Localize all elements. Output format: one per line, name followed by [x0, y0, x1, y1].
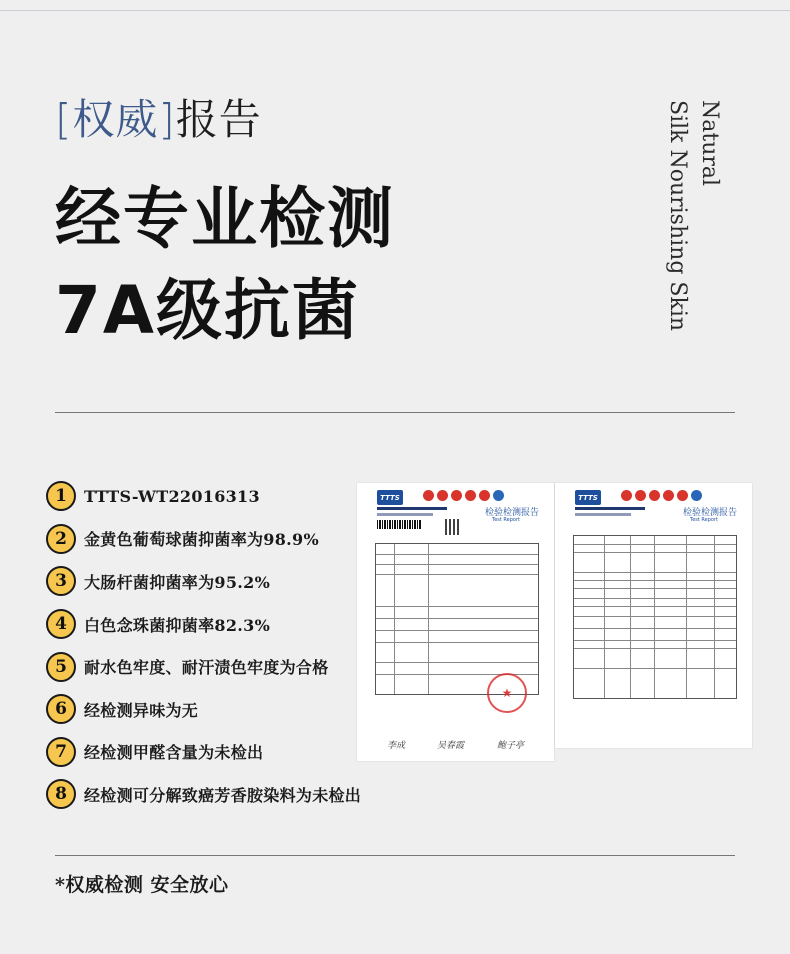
cert-mark-icon [465, 490, 476, 501]
cert-mark-icon [649, 490, 660, 501]
divider-bottom [55, 855, 735, 856]
heading-rest: 报告 [175, 95, 262, 144]
cert-mark-icon [663, 490, 674, 501]
side-slogan [655, 100, 725, 350]
report-table [375, 543, 539, 695]
feature-item [46, 518, 366, 561]
feature-item [46, 731, 366, 774]
cert-mark-icon [493, 490, 504, 501]
number-badge: 1 [46, 481, 76, 511]
ttts-logo: TTTS [377, 490, 403, 505]
feature-item [46, 560, 366, 603]
number-badge: 5 [46, 652, 76, 682]
signature-2: 吴春霞 [437, 741, 465, 751]
feature-list [46, 475, 366, 816]
cert-mark-icon [479, 490, 490, 501]
headline-line-2: 7A级抗菌 [55, 272, 361, 349]
feature-text: 经检测异味为无 [84, 700, 199, 720]
ttts-logo: TTTS [575, 490, 601, 505]
feature-text: 大肠杆菌抑菌率为95.2% [84, 572, 271, 592]
number-badge: 8 [46, 779, 76, 809]
certification-marks [423, 490, 504, 501]
cert-mark-icon [691, 490, 702, 501]
report-subtitle: Test Report [690, 517, 719, 523]
divider-top [55, 412, 735, 413]
number-badge: 7 [46, 737, 76, 767]
bracket-left: [ [55, 95, 73, 144]
number-badge: 3 [46, 566, 76, 596]
company-name-line [575, 507, 645, 510]
report-subtitle: Test Report [492, 517, 521, 523]
cert-mark-icon [451, 490, 462, 501]
report-title: 检验检测报告 [683, 508, 738, 518]
cert-mark-icon [437, 490, 448, 501]
feature-text: 金黄色葡萄球菌抑菌率为98.9% [84, 530, 319, 550]
report-title: 检验检测报告 [485, 508, 540, 518]
certification-marks [621, 490, 702, 501]
cert-mark-icon [423, 490, 434, 501]
signature-3: 鲍子亭 [497, 741, 525, 751]
section-heading [55, 92, 262, 148]
side-slogan-line-2: Silk Nourishing Skin [665, 100, 690, 332]
feature-text: 耐水色牢度、耐汗渍色牢度为合格 [84, 658, 329, 678]
feature-item [46, 645, 366, 688]
cert-mark-icon [677, 490, 688, 501]
test-report-image-2 [555, 483, 752, 748]
company-name-line [575, 513, 631, 516]
side-slogan-line-1: Natural [697, 100, 722, 187]
feature-text: TTTS-WT22016313 [84, 486, 260, 506]
headline-line-1: 经专业检测 [55, 180, 395, 257]
feature-text: 白色念珠菌抑菌率82.3% [84, 615, 271, 635]
company-name-line [377, 507, 447, 510]
feature-item [46, 475, 366, 518]
feature-item [46, 688, 366, 731]
barcode [377, 520, 421, 529]
number-badge: 6 [46, 694, 76, 724]
feature-item [46, 773, 366, 816]
signature-1: 李成 [387, 741, 406, 751]
number-badge: 4 [46, 609, 76, 639]
feature-item [46, 603, 366, 646]
footer-note: *权威检测 安全放心 [55, 874, 229, 896]
company-name-line [377, 513, 433, 516]
official-stamp-icon: ★ [487, 673, 527, 713]
report-table [573, 535, 737, 699]
heading-highlight: 权威 [72, 95, 159, 144]
number-badge: 2 [46, 524, 76, 554]
test-report-image-1 [357, 483, 554, 761]
top-border [0, 0, 790, 11]
bracket-right: ] [158, 95, 176, 144]
cert-mark-icon [621, 490, 632, 501]
feature-text: 经检测甲醛含量为未检出 [84, 743, 264, 763]
cert-mark-icon [635, 490, 646, 501]
qr-code [445, 519, 461, 535]
feature-text: 经检测可分解致癌芳香胺染料为未检出 [84, 785, 362, 805]
